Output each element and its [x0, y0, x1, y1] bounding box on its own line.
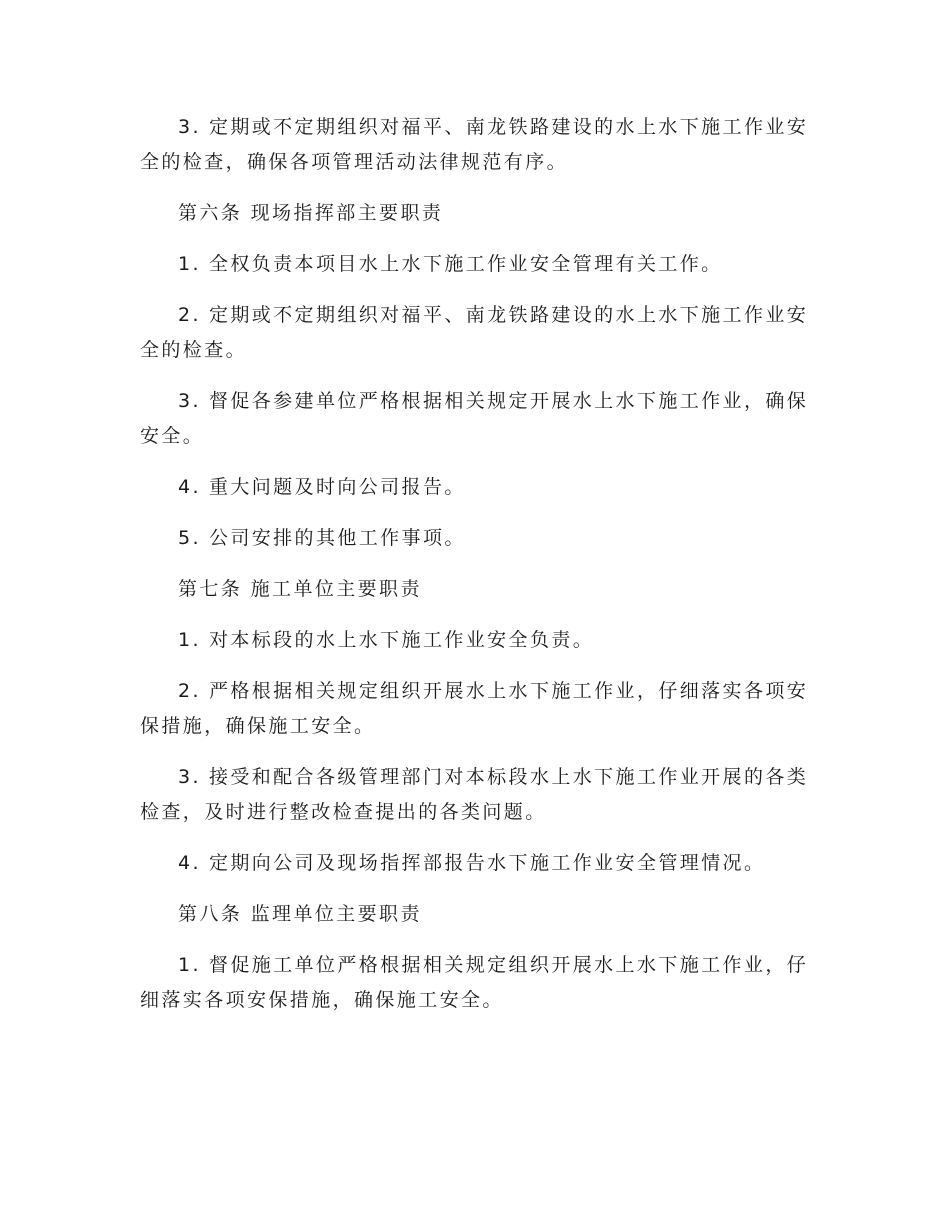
- item-text: 全权负责本项目水上水下施工作业安全管理有关工作。: [208, 253, 723, 275]
- paragraph-item-1a: [140, 247, 810, 282]
- item-text: 定期或不定期组织对福平、南龙铁路建设的水上水下施工作业安全的检查。: [140, 304, 809, 361]
- paragraph-item-4a: [140, 470, 810, 505]
- paragraph-item-3b: [140, 384, 810, 454]
- document-page: [140, 110, 810, 1034]
- item-number: 3.: [178, 766, 201, 788]
- item-number: 1.: [178, 253, 201, 275]
- section-heading-7: 第七条 施工单位主要职责: [178, 578, 422, 600]
- item-text: 定期向公司及现场指挥部报告水下施工作业安全管理情况。: [208, 852, 766, 874]
- item-number: 1.: [178, 629, 201, 651]
- paragraph-item-1b: [140, 623, 810, 658]
- paragraph-item-3c: [140, 760, 810, 830]
- paragraph-item-5a: [140, 521, 810, 556]
- item-number: 2.: [178, 680, 201, 702]
- item-number: 2.: [178, 304, 201, 326]
- item-number: 4.: [178, 852, 201, 874]
- paragraph-item-2b: [140, 674, 810, 744]
- item-number: 3.: [178, 390, 201, 412]
- item-text: 严格根据相关规定组织开展水上水下施工作业，仔细落实各项安保措施，确保施工安全。: [140, 680, 809, 737]
- item-text: 重大问题及时向公司报告。: [208, 476, 466, 498]
- section-heading-8: 第八条 监理单位主要职责: [178, 903, 422, 925]
- paragraph-item-3a: [140, 110, 810, 180]
- item-number: 4.: [178, 476, 201, 498]
- item-number: 1.: [178, 954, 201, 976]
- item-text: 对本标段的水上水下施工作业安全负责。: [208, 629, 595, 651]
- item-text: 督促各参建单位严格根据相关规定开展水上水下施工作业，确保安全。: [140, 390, 809, 447]
- section-heading-6: 第六条 现场指挥部主要职责: [178, 202, 444, 224]
- item-text: 督促施工单位严格根据相关规定组织开展水上水下施工作业，仔细落实各项安保措施，确保施工安全。: [140, 954, 809, 1011]
- item-number: 3.: [178, 116, 201, 138]
- item-text: 公司安排的其他工作事项。: [208, 527, 466, 549]
- paragraph-item-2a: [140, 298, 810, 368]
- item-text: 接受和配合各级管理部门对本标段水上水下施工作业开展的各类检查，及时进行整改检查提出的各类问题。: [140, 766, 809, 823]
- item-number: 5.: [178, 527, 201, 549]
- paragraph-item-4b: [140, 846, 810, 881]
- item-text: 定期或不定期组织对福平、南龙铁路建设的水上水下施工作业安全的检查，确保各项管理活动法律规范有序。: [140, 116, 809, 173]
- paragraph-item-1c: [140, 948, 810, 1018]
